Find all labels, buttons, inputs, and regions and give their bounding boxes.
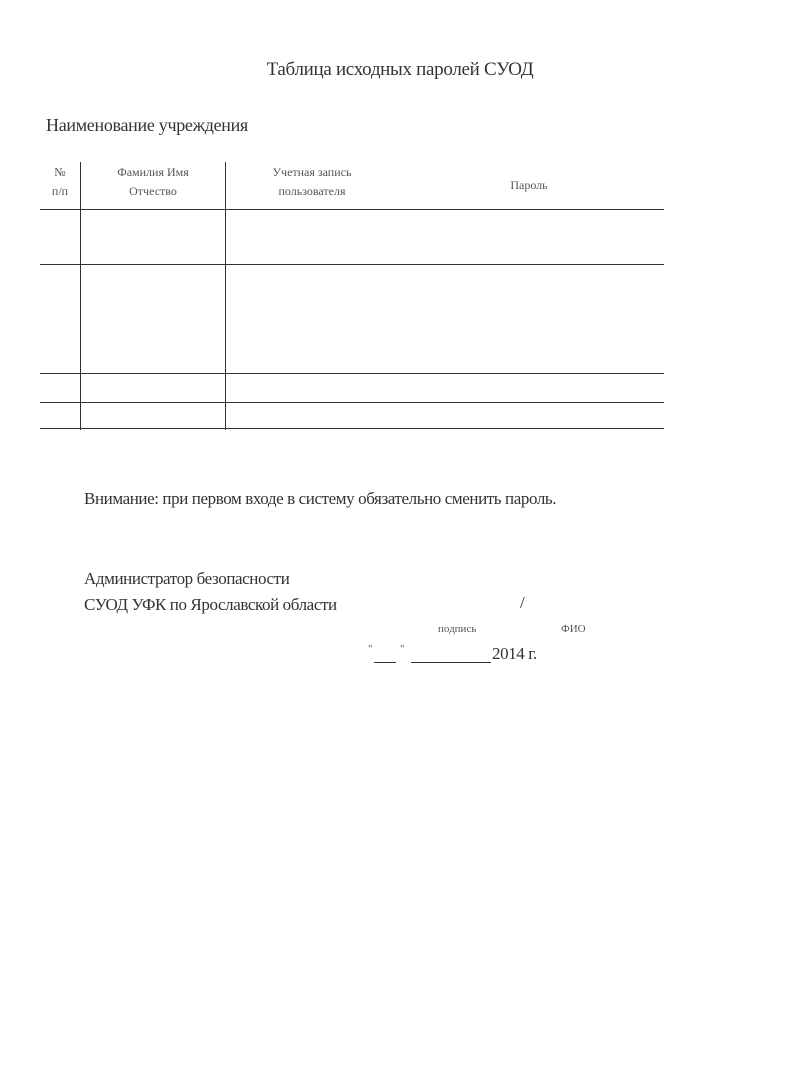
table-row <box>40 404 662 428</box>
table-column-divider <box>80 162 81 430</box>
date-quote-close: " <box>400 643 405 655</box>
page-title: Таблица исходных паролей СУОД <box>266 59 534 80</box>
signatory-department: СУОД УФК по Ярославской области <box>84 595 337 614</box>
institution-name-label: Наименование учреждения <box>46 115 248 135</box>
table-row-divider <box>40 264 664 265</box>
date-quote-open: " <box>368 643 373 655</box>
table-row <box>40 266 662 372</box>
table-row-divider <box>40 402 664 403</box>
header-user-account: Учетная запись пользователя <box>272 165 352 198</box>
header-password: Пароль <box>510 178 548 192</box>
header-number: № п/п <box>51 165 69 198</box>
table-row <box>40 211 662 263</box>
table-header-divider <box>40 209 664 210</box>
date-year: 2014 г. <box>492 644 537 663</box>
table-column-divider <box>225 162 226 430</box>
signatory-title: Администратор безопасности <box>84 569 290 588</box>
table-row <box>40 375 662 401</box>
signature-caption: подпись <box>438 623 477 635</box>
full-name-caption: ФИО <box>561 623 586 635</box>
table-row-divider <box>40 373 664 374</box>
table-bottom-border <box>40 428 664 429</box>
date-day-blank <box>374 662 396 663</box>
date-month-blank <box>411 662 491 663</box>
header-full-name: Фамилия Имя Отчество <box>117 165 189 198</box>
signature-slash: / <box>520 593 525 612</box>
password-change-notice: Внимание: при первом входе в систему обязательно сменить пароль. <box>84 489 557 508</box>
